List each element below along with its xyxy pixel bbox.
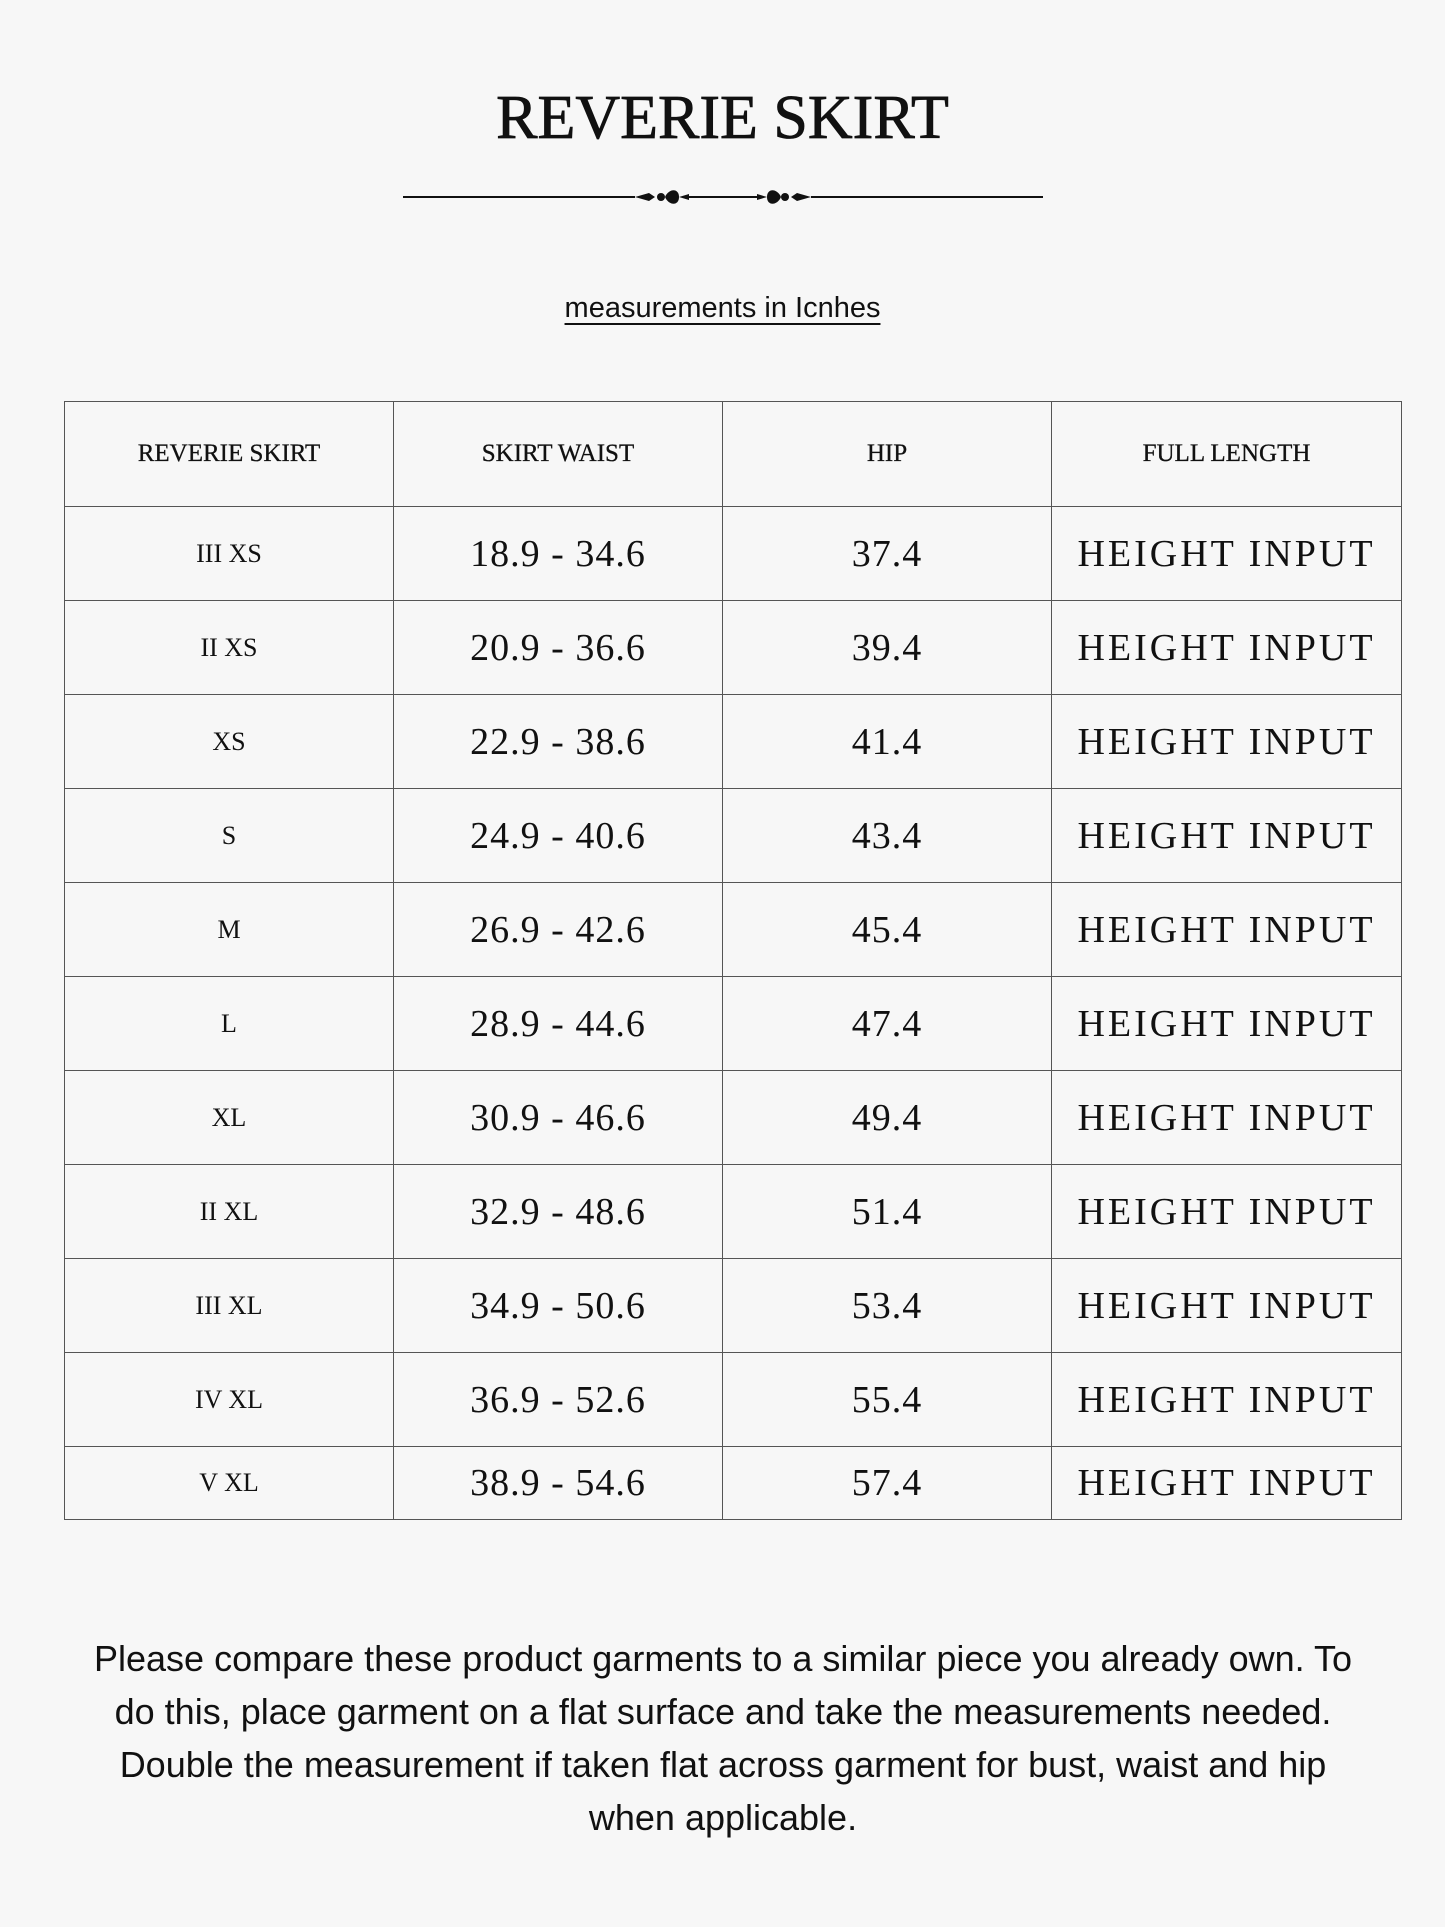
page-title: REVERIE SKIRT	[496, 84, 949, 152]
hip-cell: 53.4	[723, 1259, 1052, 1353]
units-subtitle: measurements in Icnhes	[564, 292, 881, 324]
size-chart-table	[64, 401, 1402, 1520]
hip-cell: 45.4	[723, 883, 1052, 977]
size-cell: S	[65, 789, 394, 883]
table-row	[65, 1259, 1402, 1353]
table-row	[65, 1071, 1402, 1165]
table-header-row	[65, 402, 1402, 507]
measurement-instructions: Please compare these product garments to a similar piece you already own. To do this, place garment on a flat surface and take the measurements needed. Double the measurement if taken flat across garment for bust, waist and hip when applicable.	[94, 1638, 1352, 1838]
header-full-length: FULL LENGTH	[1052, 402, 1402, 507]
size-cell: L	[65, 977, 394, 1071]
header-hip: HIP	[723, 402, 1052, 507]
table-row	[65, 789, 1402, 883]
size-cell: XS	[65, 695, 394, 789]
hip-cell: 43.4	[723, 789, 1052, 883]
hip-cell: 51.4	[723, 1165, 1052, 1259]
size-cell: II XL	[65, 1165, 394, 1259]
size-cell: V XL	[65, 1447, 394, 1520]
ornamental-divider-icon	[403, 182, 1043, 212]
hip-cell: 41.4	[723, 695, 1052, 789]
size-cell: II XS	[65, 601, 394, 695]
length-cell: HEIGHT INPUT	[1052, 1165, 1402, 1259]
table-row	[65, 977, 1402, 1071]
length-cell: HEIGHT INPUT	[1052, 977, 1402, 1071]
hip-cell: 37.4	[723, 507, 1052, 601]
hip-cell: 39.4	[723, 601, 1052, 695]
size-cell: III XS	[65, 507, 394, 601]
size-cell: M	[65, 883, 394, 977]
table-row	[65, 1165, 1402, 1259]
length-cell: HEIGHT INPUT	[1052, 1259, 1402, 1353]
table-row	[65, 507, 1402, 601]
hip-cell: 55.4	[723, 1353, 1052, 1447]
hip-cell: 57.4	[723, 1447, 1052, 1520]
length-cell: HEIGHT INPUT	[1052, 789, 1402, 883]
waist-cell: 34.9 - 50.6	[394, 1259, 723, 1353]
size-cell: XL	[65, 1071, 394, 1165]
length-cell: HEIGHT INPUT	[1052, 507, 1402, 601]
length-cell: HEIGHT INPUT	[1052, 1353, 1402, 1447]
waist-cell: 32.9 - 48.6	[394, 1165, 723, 1259]
waist-cell: 22.9 - 38.6	[394, 695, 723, 789]
size-cell: III XL	[65, 1259, 394, 1353]
length-cell: HEIGHT INPUT	[1052, 1447, 1402, 1520]
table-row	[65, 695, 1402, 789]
waist-cell: 26.9 - 42.6	[394, 883, 723, 977]
length-cell: HEIGHT INPUT	[1052, 601, 1402, 695]
waist-cell: 28.9 - 44.6	[394, 977, 723, 1071]
table-row	[65, 1447, 1402, 1520]
waist-cell: 36.9 - 52.6	[394, 1353, 723, 1447]
table-row	[65, 1353, 1402, 1447]
hip-cell: 47.4	[723, 977, 1052, 1071]
hip-cell: 49.4	[723, 1071, 1052, 1165]
waist-cell: 24.9 - 40.6	[394, 789, 723, 883]
waist-cell: 38.9 - 54.6	[394, 1447, 723, 1520]
length-cell: HEIGHT INPUT	[1052, 1071, 1402, 1165]
waist-cell: 18.9 - 34.6	[394, 507, 723, 601]
waist-cell: 20.9 - 36.6	[394, 601, 723, 695]
length-cell: HEIGHT INPUT	[1052, 883, 1402, 977]
size-cell: IV XL	[65, 1353, 394, 1447]
length-cell: HEIGHT INPUT	[1052, 695, 1402, 789]
header-skirt-waist: SKIRT WAIST	[394, 402, 723, 507]
table-row	[65, 883, 1402, 977]
waist-cell: 30.9 - 46.6	[394, 1071, 723, 1165]
header-size: REVERIE SKIRT	[65, 402, 394, 507]
table-row	[65, 601, 1402, 695]
